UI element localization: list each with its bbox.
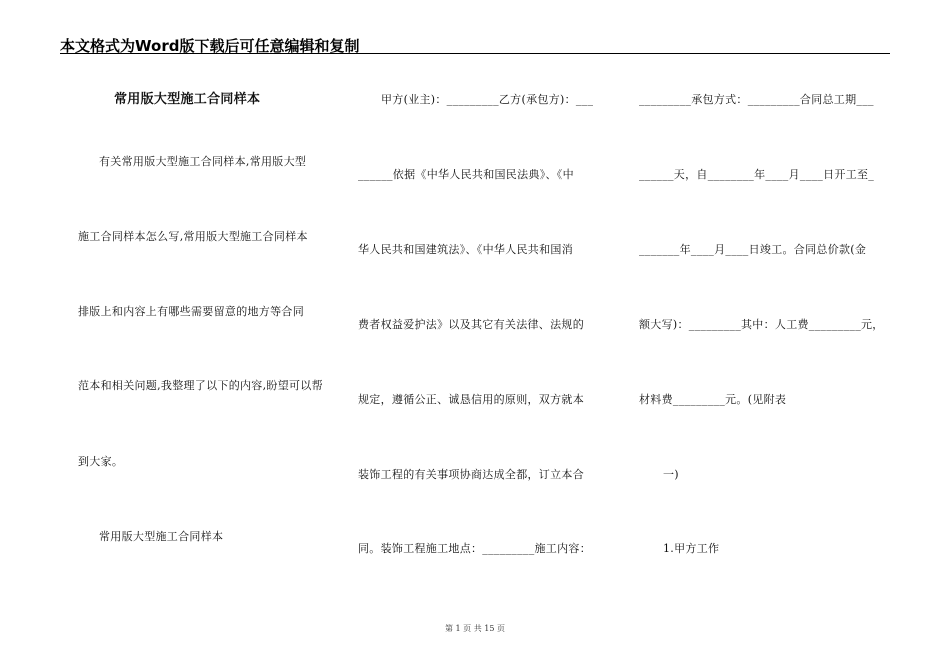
text-line: 到大家。 (78, 455, 124, 468)
text-line: 一) (663, 468, 679, 481)
text-line: 施工合同样本怎么写,常用版大型施工合同样本 (78, 230, 308, 243)
text-line: _________承包方式：_________合同总工期___ (639, 93, 874, 106)
text-line: 范本和相关问题,我整理了以下的内容,盼望可以帮 (78, 379, 323, 392)
page-number-footer: 第 1 页 共 15 页 (445, 624, 505, 633)
text-line: 装饰工程的有关事项协商达成全都，订立本合 (358, 468, 584, 481)
text-line: ______天，自________年____月____日开工至_ (639, 168, 875, 181)
text-line: _______年____月____日竣工。合同总价款(金 (639, 243, 867, 256)
section-heading: 常用版大型施工合同样本 (99, 530, 224, 543)
text-line: 额大写)：_________其中：人工费_________元， (639, 318, 884, 331)
text-line: 规定，遵循公正、诚恳信用的原则，双方就本 (358, 393, 584, 406)
text-line: 同。装饰工程施工地点：_________施工内容： (358, 542, 591, 555)
header-divider (60, 53, 890, 54)
text-line: 排版上和内容上有哪些需要留意的地方等合同 (78, 305, 304, 318)
text-line: 费者权益爱护法》以及其它有关法律、法规的 (358, 318, 584, 331)
document-title: 常用版大型施工合同样本 (114, 92, 261, 107)
text-line: 甲方(业主)：_________乙方(承包方)：___ (381, 93, 594, 106)
text-line: ______依据《中华人民共和国民法典》、《中 (358, 168, 574, 181)
text-line: 有关常用版大型施工合同样本,常用版大型 (99, 155, 307, 168)
document-header: 本文格式为Word版下载后可任意编辑和复制 (60, 37, 360, 55)
text-line: 华人民共和国建筑法》、《中华人民共和国消 (358, 243, 573, 256)
text-line: 材料费_________元。(见附表 (639, 393, 787, 406)
section-heading: 1.甲方工作 (663, 542, 720, 555)
